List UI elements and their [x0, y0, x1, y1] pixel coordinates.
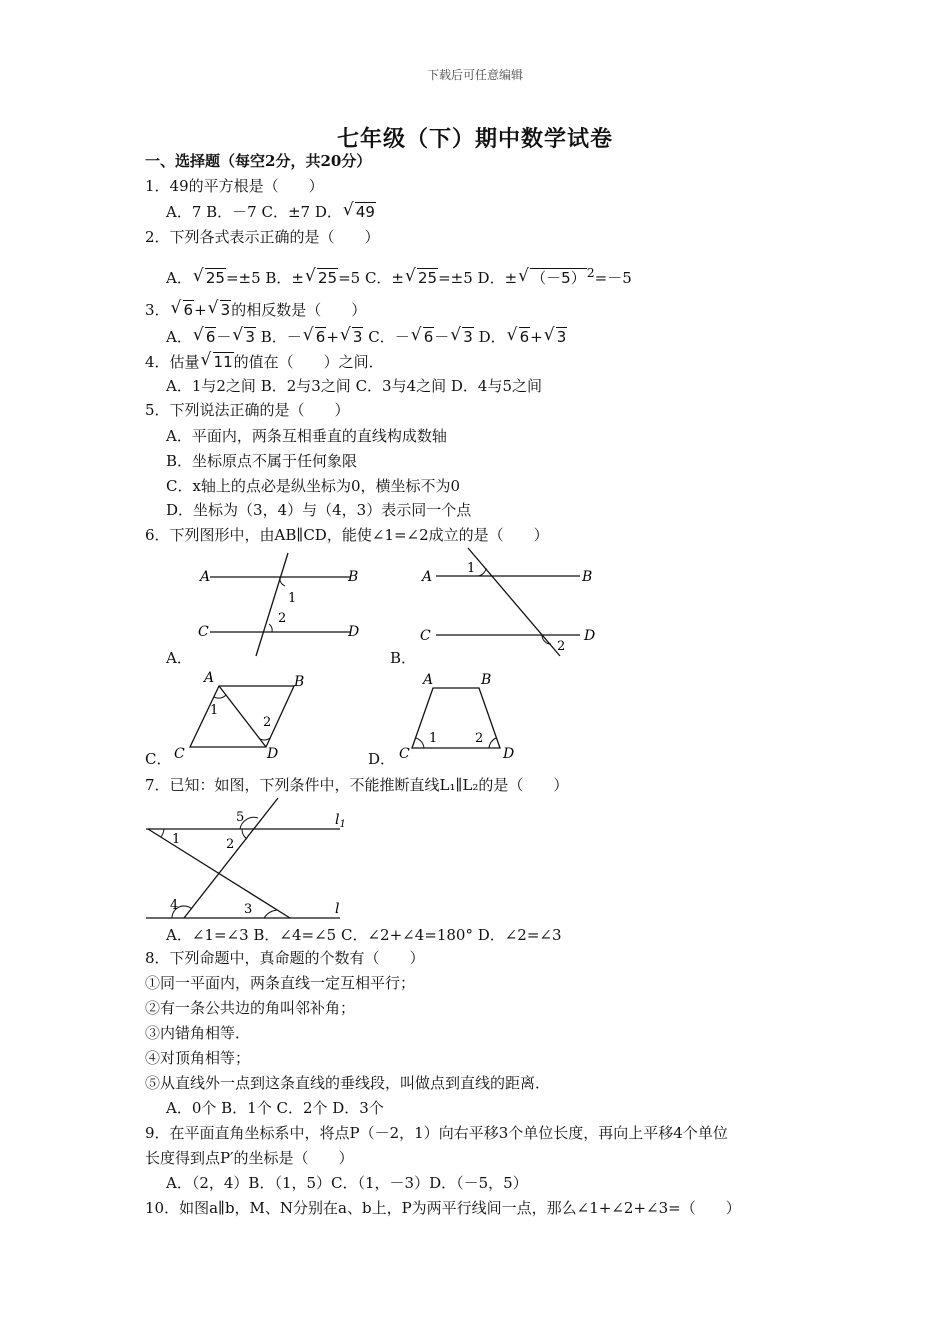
radicand: 6 [519, 328, 530, 346]
radical [544, 327, 568, 347]
angle-arc [161, 829, 164, 837]
opt-label: B．－ [260, 328, 302, 346]
label-B: B [294, 674, 305, 690]
angle-arc [214, 695, 226, 698]
exponent: 2 [586, 265, 595, 280]
transversal [256, 553, 288, 656]
label-2: 2 [263, 715, 272, 730]
radicand: 3 [245, 328, 255, 346]
radicand: 25 [418, 269, 438, 287]
section-heading: 一、选择题（每空2分，共20分） [145, 152, 372, 170]
radical [305, 268, 338, 288]
operator: + [530, 328, 543, 346]
q5-option-d: D．坐标为（3，4）与（4，3）表示同一个点 [166, 501, 472, 519]
q6-label-c: C． [145, 750, 172, 768]
radical [405, 268, 438, 288]
radical [450, 327, 474, 347]
page-header: 下载后可任意编辑 [426, 68, 523, 82]
q3-options [166, 327, 567, 347]
label-1: 1 [429, 731, 438, 746]
angle-arc [264, 910, 277, 918]
label-A: A [204, 670, 215, 686]
q8-stem: 8．下列命题中，真命题的个数有（ ） [145, 949, 425, 967]
label-2: 2 [226, 837, 235, 852]
label-B: B [481, 672, 492, 688]
radicand: 3 [352, 328, 363, 346]
q8-item-1: ①同一平面内，两条直线一定互相平行； [145, 974, 416, 992]
label-5: 5 [236, 810, 245, 825]
operator: + [194, 301, 207, 319]
q4-stem [145, 352, 384, 372]
q2-options [166, 263, 632, 288]
label-D: D [584, 628, 596, 644]
q2-text: =±5 B．± [225, 269, 304, 287]
radicand: 11 [213, 353, 233, 371]
radicand: 25 [317, 269, 338, 287]
radical [171, 300, 195, 320]
operator: － [434, 328, 450, 346]
q1-options [166, 202, 376, 222]
label-1: 1 [288, 591, 297, 606]
label-A: A [200, 569, 211, 585]
figure-6c [166, 666, 316, 764]
label-B: B [348, 569, 359, 585]
q10-stem: 10．如图a∥b，M、N分别在a、b上，P为两平行线间一点，那么∠1+∠2+∠3=（ ） [145, 1199, 741, 1217]
opt-label: A． [166, 328, 192, 346]
q9-options: A．（2，4）B．（1，5）C．（1，－3）D．（－5，5） [166, 1174, 528, 1192]
label-2: 2 [278, 611, 287, 626]
transversal-2 [184, 798, 278, 918]
q3-text: 的相反数是（ ） [231, 301, 367, 319]
label-A: A [422, 569, 433, 585]
radicand: 25 [205, 269, 225, 287]
q1-stem: 1．49的平方根是（ ） [145, 177, 324, 195]
radical [343, 202, 376, 222]
q6-stem: 6．下列图形中，由AB∥CD，能使∠1=∠2成立的是（ ） [145, 526, 549, 544]
q4-pre: 4．估量 [145, 353, 200, 371]
label-C: C [174, 746, 185, 762]
q5-option-c: C．x轴上的点必是纵坐标为0，横坐标不为0 [166, 477, 461, 495]
label-l1-sub: 1 [339, 819, 346, 830]
radicand: 6 [183, 301, 194, 319]
trapezoid [412, 688, 500, 748]
angle-arc [478, 568, 486, 576]
figure-6d [395, 668, 525, 764]
radicand: 3 [463, 328, 473, 346]
label-l1-main: l [335, 812, 340, 828]
q8-item-4: ④对顶角相等； [145, 1049, 251, 1067]
angle-arc [269, 624, 272, 632]
q2-text: =－5 [594, 269, 632, 287]
radical [507, 327, 531, 347]
opt-label: D． [478, 328, 506, 346]
angle-arc [489, 738, 496, 748]
figure-7 [140, 796, 360, 924]
operator: － [216, 328, 232, 346]
q2-a-label: A． [166, 269, 192, 287]
radicand: 3 [556, 328, 567, 346]
label-1: 1 [210, 703, 219, 718]
q2-text: =±5 D．± [438, 269, 518, 287]
label-2: 2 [475, 731, 484, 746]
radical [193, 268, 226, 288]
q6-label-d: D． [368, 750, 396, 768]
radical [303, 327, 327, 347]
label-4: 4 [170, 898, 179, 913]
label-1: 1 [172, 832, 181, 847]
label-3: 3 [244, 902, 253, 917]
q2-text: =5 C．± [338, 269, 405, 287]
radical [518, 268, 587, 288]
label-l: l [335, 901, 340, 917]
label-B: B [582, 569, 593, 585]
q7-options: A．∠1=∠3 B．∠4=∠5 C．∠2+∠4=180° D．∠2=∠3 [166, 926, 562, 944]
q6-label-a: A． [166, 649, 192, 667]
q8-item-2: ②有一条公共边的角叫邻补角； [145, 999, 356, 1017]
angle-arc [260, 738, 270, 740]
radicand: 3 [220, 301, 231, 319]
figure-6b [412, 546, 612, 658]
radicand: 6 [315, 328, 326, 346]
label-2: 2 [557, 639, 566, 654]
radicand: 6 [423, 328, 434, 346]
label-C: C [198, 624, 209, 640]
radicand: 49 [355, 203, 375, 221]
q8-options: A．0个 B．1个 C．2个 D．3个 [166, 1099, 384, 1117]
exam-title: 七年级（下）期中数学试卷 [336, 126, 613, 152]
q7-stem: 7．已知：如图，下列条件中，不能推断直线L₁∥L₂的是（ ） [145, 776, 569, 794]
q2-stem: 2．下列各式表示正确的是（ ） [145, 228, 380, 246]
q5-option-b: B．坐标原点不属于任何象限 [166, 452, 358, 470]
label-D: D [503, 746, 515, 762]
figure-6a [190, 548, 370, 660]
q4-rest: 的值在（ ）之间． [233, 353, 384, 371]
q4-options: A．1与2之间 B．2与3之间 C．3与4之间 D．4与5之间 [166, 377, 543, 395]
label-A: A [423, 672, 434, 688]
radicand: 6 [205, 328, 216, 346]
q8-item-3: ③内错角相等． [145, 1024, 251, 1042]
label-C: C [399, 746, 410, 762]
q9-stem-line2: 长度得到点P′的坐标是（ ） [145, 1149, 354, 1167]
q3-num: 3． [145, 301, 170, 319]
q8-item-5: ⑤从直线外一点到这条直线的垂线段，叫做点到直线的距离． [145, 1074, 551, 1092]
q5-option-a: A．平面内，两条互相垂直的直线构成数轴 [166, 427, 447, 445]
q3-stem [145, 300, 366, 320]
q5-stem: 5．下列说法正确的是（ ） [145, 401, 350, 419]
radical [232, 327, 256, 347]
opt-label: C．－ [368, 328, 410, 346]
radical [340, 327, 364, 347]
label-l1 [335, 812, 346, 830]
q9-stem-line1: 9．在平面直角坐标系中，将点P（－2，1）向右平移3个单位长度，再向上平移4个单位 [145, 1124, 728, 1142]
operator: + [326, 328, 339, 346]
q6-label-b: B． [390, 649, 417, 667]
q1-options-text: A．7 B．－7 C．±7 D． [166, 203, 342, 221]
radical [201, 352, 234, 372]
radical [208, 300, 232, 320]
label-D: D [348, 624, 360, 640]
radical [411, 327, 435, 347]
label-C: C [420, 628, 431, 644]
label-D: D [267, 746, 279, 762]
transversal [468, 548, 560, 656]
label-1: 1 [467, 561, 476, 576]
radical [193, 327, 217, 347]
radicand: （－5） [531, 269, 586, 287]
angle-arc [416, 738, 424, 748]
